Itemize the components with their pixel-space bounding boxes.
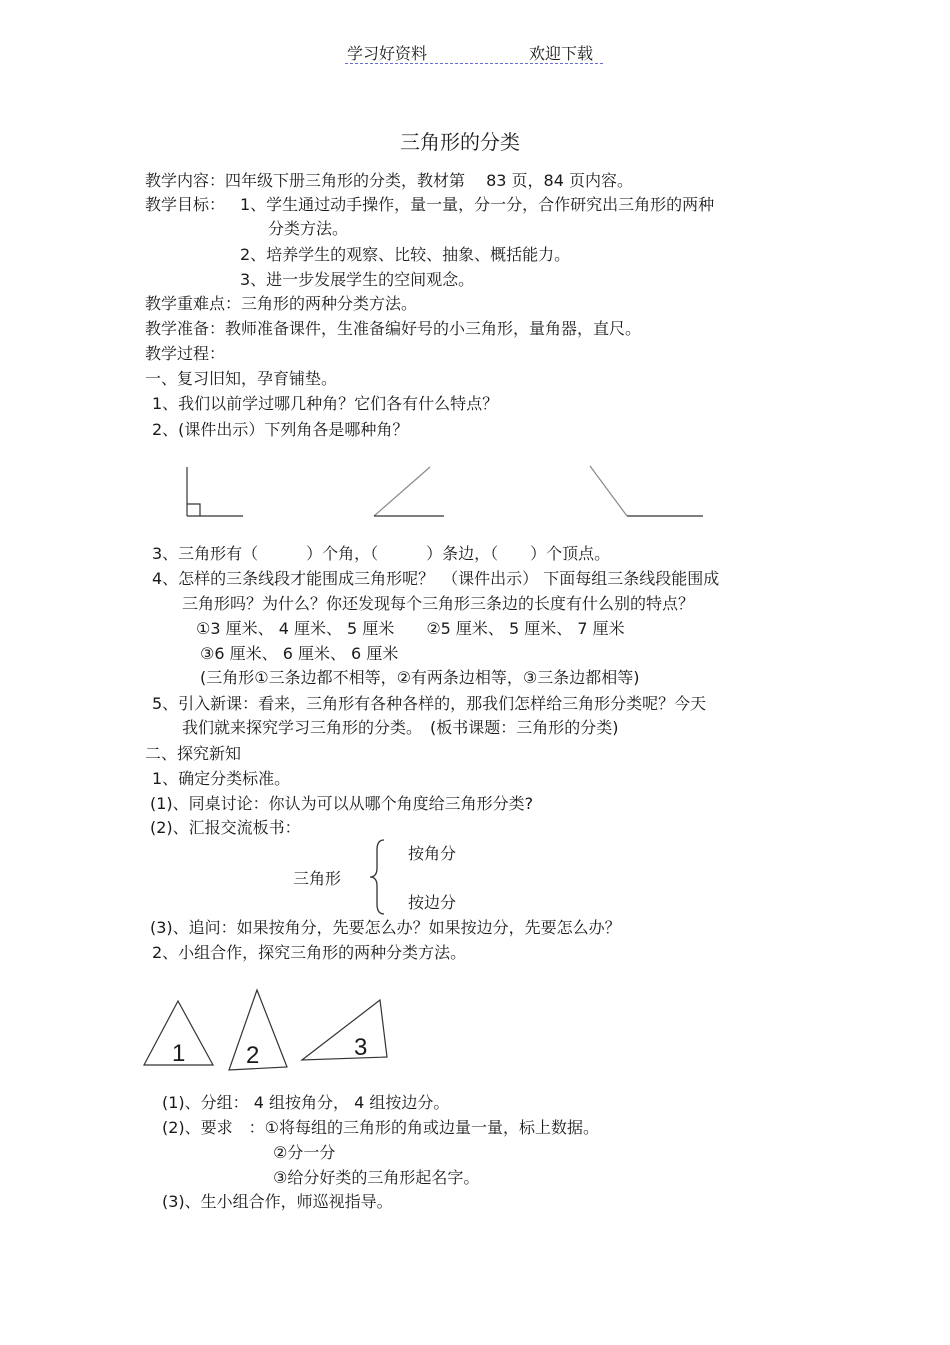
section-1-item-1: 1、我们以前学过哪几种角？它们各有什么特点？: [152, 394, 499, 413]
header-divider: [345, 63, 603, 64]
right-angle-figure: [180, 462, 250, 522]
section-2-item-2e: (3)、生小组合作，师巡视指导。: [162, 1192, 393, 1211]
triangle-2: [225, 985, 295, 1080]
board-by-angle: 按角分: [408, 844, 457, 863]
section-2-item-1b: (2)、汇报交流板书：: [150, 818, 301, 837]
obtuse-angle-ray: [590, 466, 627, 516]
section-2-item-1: 1、确定分类标准。: [152, 769, 291, 788]
section-2-item-2b: (2)、要求 ：①将每组的三角形的角或边量一量，标上数据。: [162, 1118, 600, 1137]
triangle-2-label: 2: [246, 1042, 260, 1069]
goal-1: 1、学生通过动手操作，量一量，分一分，合作研究出三角形的两种: [240, 195, 715, 214]
acute-angle-figure: [370, 462, 450, 522]
right-angle-mark: [187, 504, 200, 516]
board-by-side: 按边分: [408, 893, 457, 912]
board-root: 三角形: [293, 869, 342, 888]
segment-observation: (三角形①三条边都不相等，②有两条边相等，③三条边都相等): [200, 668, 640, 687]
section-1-item-2: 2、(课件出示）下列角各是哪种角？: [152, 420, 409, 439]
section-2-item-2d: ③给分好类的三角形起名字。: [273, 1168, 480, 1187]
section-1-item-4: 4、怎样的三条线段才能围成三角形呢？ （课件出示） 下面每组三条线段能围成: [152, 569, 720, 588]
section-2-item-2c: ②分一分: [273, 1143, 336, 1162]
section-1-item-3: 3、三角形有（ ）个角，（ ）条边，（ ）个顶点。: [152, 544, 611, 563]
section-1-item-5-cont: 我们就来探究学习三角形的分类。 (板书课题：三角形的分类): [182, 718, 619, 737]
section-2-item-1a: (1)、同桌讨论：你认为可以从哪个角度给三角形分类?: [150, 794, 534, 813]
goal-3: 3、进一步发展学生的空间观念。: [240, 270, 475, 289]
segment-group-3: ③6 厘米、 6 厘米、 6 厘米: [200, 644, 399, 663]
section-1-item-4-cont: 三角形吗？为什么？你还发现每个三角形三条边的长度有什么别的特点？: [182, 594, 695, 613]
board-brace: [368, 838, 388, 918]
segment-group-1-2: ①3 厘米、 4 厘米、 5 厘米 ②5 厘米、 5 厘米、 7 厘米: [196, 619, 625, 638]
triangle-3-label: 3: [354, 1034, 368, 1061]
key-points: 教学重难点：三角形的两种分类方法。: [145, 294, 418, 313]
header-left: 学习好资料: [347, 44, 428, 63]
section-2-item-2: 2、小组合作，探究三角形的两种分类方法。: [152, 943, 467, 962]
triangle-1: [140, 995, 220, 1075]
goal-1-cont: 分类方法。: [268, 219, 349, 238]
teaching-content: 教学内容：四年级下册三角形的分类，教材第 83 页，84 页内容。: [145, 171, 633, 190]
obtuse-angle-figure: [585, 462, 710, 522]
page-title: 三角形的分类: [400, 130, 520, 154]
header-right: 欢迎下载: [529, 44, 594, 63]
triangle-3: [295, 995, 395, 1070]
process-label: 教学过程：: [145, 344, 226, 363]
triangle-1-label: 1: [172, 1040, 186, 1067]
goal-label: 教学目标：: [145, 195, 226, 214]
section-1-heading: 一、复习旧知，孕育铺垫。: [145, 369, 338, 388]
acute-angle-ray: [374, 467, 430, 516]
goal-2: 2、培养学生的观察、比较、抽象、概括能力。: [240, 245, 571, 264]
section-2-item-2a: (1)、分组： 4 组按角分， 4 组按边分。: [162, 1093, 450, 1112]
section-2-item-1c: (3)、追问：如果按角分，先要怎么办？如果按边分，先要怎么办？: [150, 918, 621, 937]
preparation: 教学准备：教师准备课件，生准备编好号的小三角形，量角器，直尺。: [145, 319, 642, 338]
section-1-item-5: 5、引入新课：看来，三角形有各种各样的，那我们怎样给三角形分类呢？今天: [152, 694, 707, 713]
section-2-heading: 二、探究新知: [145, 744, 242, 763]
